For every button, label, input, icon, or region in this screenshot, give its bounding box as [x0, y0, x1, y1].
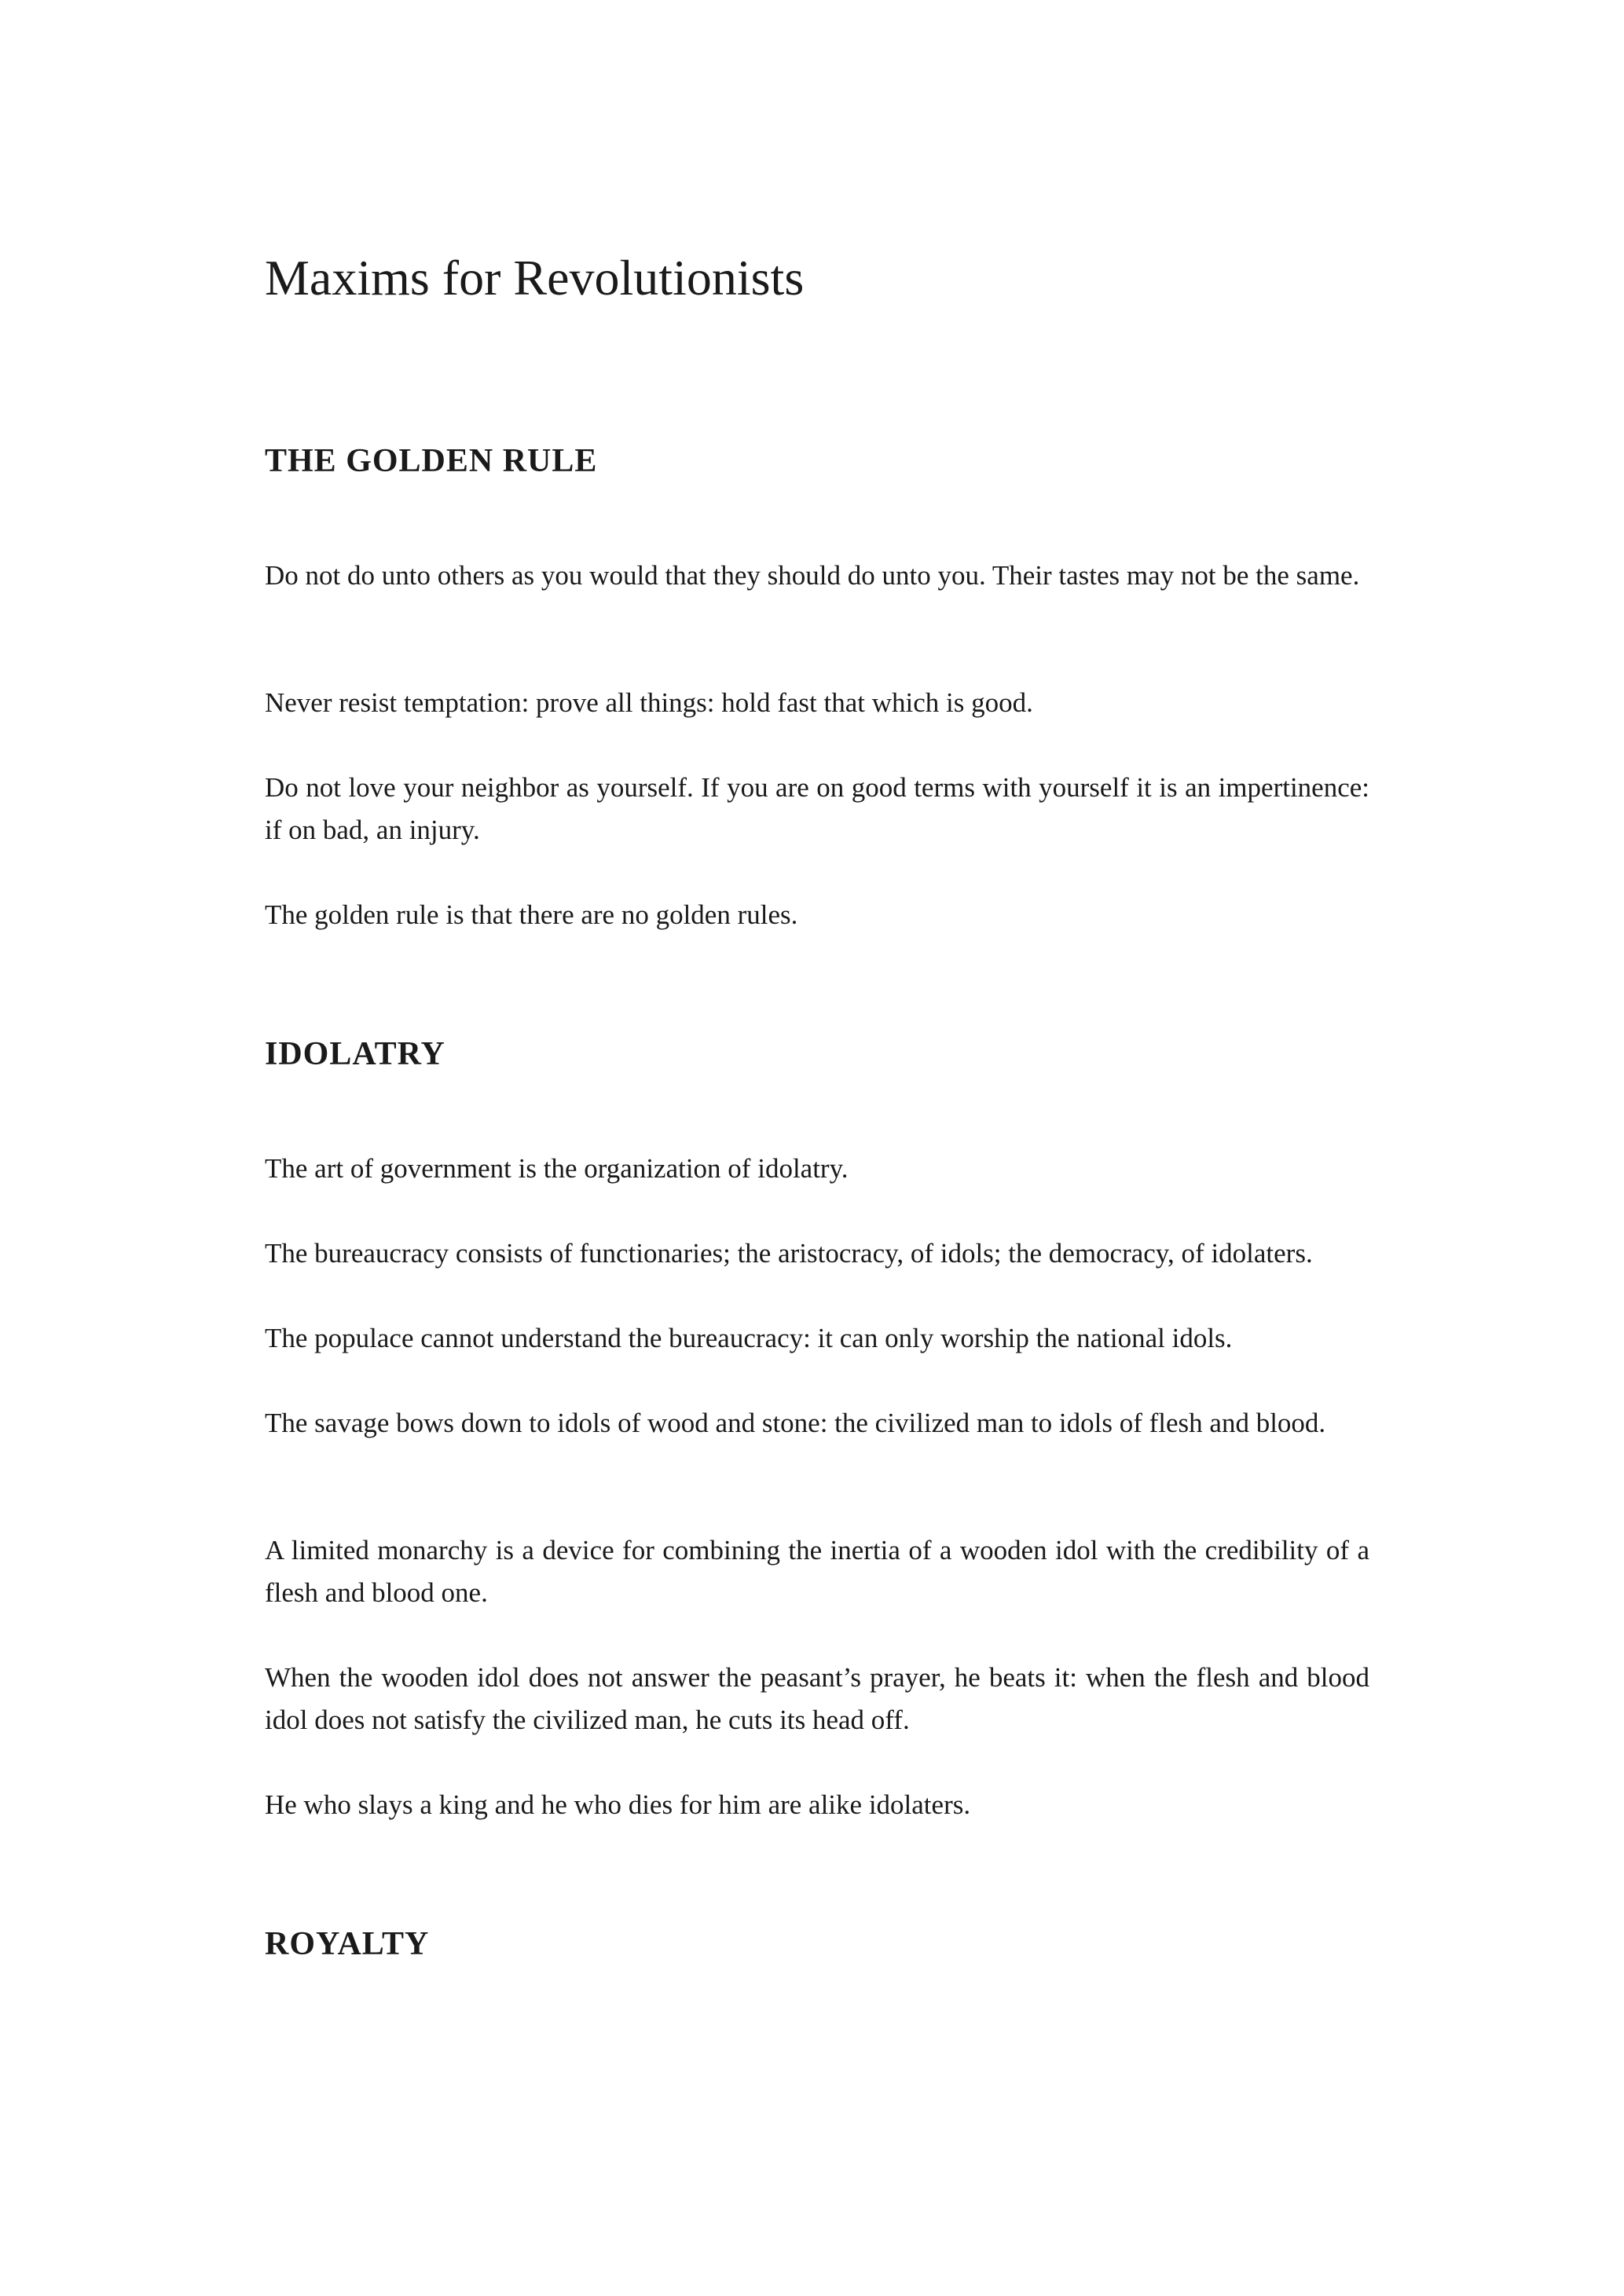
document-title: Maxims for Revolutionists — [265, 250, 805, 306]
paragraph: A limited monarchy is a device for combining the inertia of a wooden idol with the credibility of a flesh and blood one. — [265, 1535, 1369, 1608]
paragraph: The bureaucracy consists of functionaries; the aristocracy, of idols; the democracy, of idolaters. — [265, 1238, 1313, 1269]
paragraph: Do not love your neighbor as yourself. If you are on good terms with yourself it is an impertinence: if on bad, an injury. — [265, 772, 1369, 845]
paragraph: Do not do unto others as you would that they should do unto you. Their tastes may not be the same. — [265, 560, 1360, 591]
section-heading-idolatry: IDOLATRY — [265, 1036, 445, 1072]
paragraph: The golden rule is that there are no golden rules. — [265, 899, 798, 930]
section-heading-golden-rule: THE GOLDEN RULE — [265, 443, 598, 479]
paragraph: The populace cannot understand the bureaucracy: it can only worship the national idols. — [265, 1323, 1233, 1353]
section-heading-royalty: ROYALTY — [265, 1926, 430, 1962]
paragraph: The savage bows down to idols of wood and stone: the civilized man to idols of flesh and blood. — [265, 1408, 1326, 1438]
paragraph: The art of government is the organization of idolatry. — [265, 1153, 849, 1184]
paragraph: He who slays a king and he who dies for him are alike idolaters. — [265, 1789, 971, 1820]
paragraph: When the wooden idol does not answer the peasant’s prayer, he beats it: when the flesh and blood idol does not satisfy the civilized man, he cuts its head off. — [265, 1662, 1369, 1735]
paragraph: Never resist temptation: prove all things: hold fast that which is good. — [265, 687, 1033, 718]
